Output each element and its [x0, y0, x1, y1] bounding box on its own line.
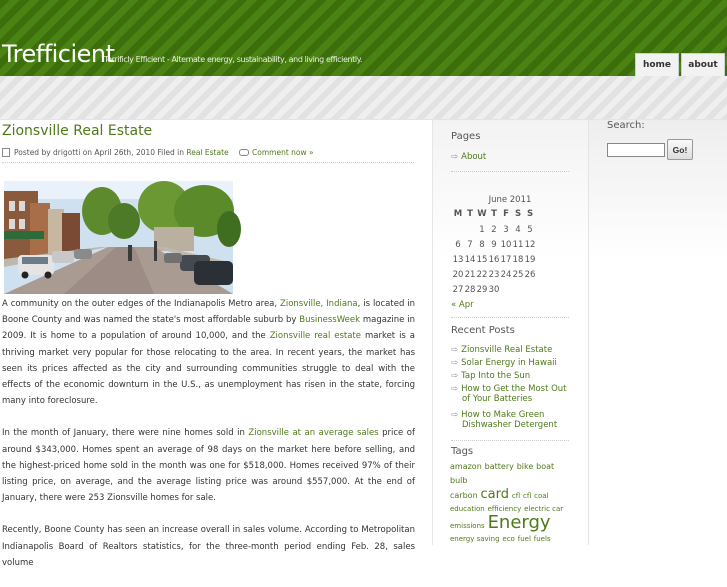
- post-title[interactable]: Zionsville Real Estate: [2, 123, 153, 139]
- sidebar-widgets: [433, 120, 588, 545]
- recent-post-link[interactable]: ⇨ How to Get the Most Out of Your Batteries: [451, 384, 567, 404]
- tag-link[interactable]: boat: [536, 462, 555, 471]
- tag-link[interactable]: bulb: [450, 476, 468, 485]
- tag-link[interactable]: fuel: [517, 535, 531, 543]
- arrow-icon: ⇨: [451, 410, 459, 420]
- divider: [451, 171, 569, 172]
- sidebar-page-about[interactable]: ⇨ About: [451, 152, 487, 162]
- tag-link[interactable]: carbon: [450, 491, 478, 500]
- recent-post-link[interactable]: ⇨ How to Make Green Dishwasher Detergent: [451, 410, 558, 430]
- site-title[interactable]: Trefficient: [2, 40, 115, 68]
- tag-link[interactable]: cfl: [523, 492, 532, 500]
- arrow-icon: ⇨: [451, 384, 459, 394]
- zionsville-indiana-link[interactable]: Zionsville, Indiana: [280, 299, 358, 309]
- post-author: drigotti: [53, 148, 81, 157]
- comment-icon: [239, 149, 249, 156]
- calendar-header-row: M T W T F S S: [453, 209, 534, 219]
- divider: [451, 317, 569, 318]
- search-label: Search:: [607, 120, 645, 131]
- tag-link[interactable]: eco: [502, 535, 515, 543]
- comment-now-link[interactable]: Comment now »: [252, 148, 314, 157]
- post-body: [2, 296, 415, 587]
- recent-post-link[interactable]: ⇨ Solar Energy in Hawaii: [451, 358, 557, 368]
- tag-link[interactable]: coal: [534, 492, 549, 500]
- tag-link[interactable]: electric car: [524, 505, 564, 513]
- document-icon: [2, 148, 10, 157]
- post-paragraph: Recently, Boone County has seen an increase overall in sales volume. According to Metropolitan Indianapolis Board of Realtors statistics, for the three-month period ending Feb. 28, sales volume: [2, 525, 415, 568]
- tag-link[interactable]: fuels: [533, 535, 551, 543]
- calendar-week-row: 27 28 29 30: [452, 285, 500, 295]
- calendar-caption: June 2011: [488, 195, 532, 205]
- recent-posts-title: Recent Posts: [451, 325, 515, 336]
- arrow-icon: ⇨: [451, 152, 459, 162]
- header-band: [0, 76, 727, 120]
- tag-cloud: [450, 460, 570, 546]
- arrow-icon: ⇨: [451, 371, 459, 381]
- post-content: [0, 120, 432, 568]
- tag-link[interactable]: Energy: [487, 512, 551, 533]
- tag-link[interactable]: bike: [516, 462, 534, 471]
- post-category-link[interactable]: Real Estate: [186, 148, 229, 157]
- zionsville-real-estate-link[interactable]: Zionsville real estate: [269, 331, 362, 342]
- recent-post-link[interactable]: ⇨ Tap Into the Sun: [451, 371, 531, 381]
- search-sidebar: [588, 120, 727, 545]
- businessweek-link[interactable]: BusinessWeek: [299, 315, 361, 326]
- post-photo-street-scene: [4, 181, 233, 294]
- divider: [451, 440, 569, 441]
- calendar-week-row: 1 2 3 4 5: [479, 225, 533, 235]
- tag-link[interactable]: emissions: [450, 522, 485, 530]
- tag-link[interactable]: cfl: [511, 492, 521, 500]
- tag-link[interactable]: card: [480, 487, 509, 502]
- recent-post-link[interactable]: ⇨ Zionsville Real Estate: [451, 345, 553, 355]
- arrow-icon: ⇨: [451, 345, 459, 355]
- post-paragraph: In the month of January, there were nine homes sold in Zionsville at an average sales price of around $343,000. Homes spent an average of 98 days on the market here before selling, and the highest-priced home sold in the month was one for $518,000. Homes received 97% of their listing price, on average, and the average listing price was around $557,000. At the end of January, there were 253 Zionsville homes for sale.: [2, 428, 415, 504]
- tag-link[interactable]: amazon: [450, 462, 482, 471]
- zionsville-average-sales-link[interactable]: Zionsville at an average sales: [248, 428, 379, 439]
- calendar-week-row: 13 14 15 16 17 18 19: [452, 255, 536, 265]
- calendar-prev-month-link[interactable]: « Apr: [451, 300, 474, 310]
- search-go-button[interactable]: Go!: [667, 139, 693, 160]
- arrow-icon: ⇨: [451, 358, 459, 368]
- tag-link[interactable]: battery: [484, 462, 514, 471]
- search-input[interactable]: [607, 143, 665, 157]
- post-paragraph: A community on the outer edges of the Indianapolis Metro area, Zionsville, Indiana, is located in Boone County and was named the state's most affordable suburb by BusinessWeek magazine in 2009. It is home to a population of around 10,000, and the Zionsville real estate market is a thriving market very popular for those relocating to the area. In recent years, the market has seen its prices affected as the city and surrounding communities struggle to deal with the effects of the economic downturn in the U.S., as unemployment has risen in the state, forcing many into foreclosure.: [2, 299, 416, 407]
- posted-by-prefix: Posted by: [14, 148, 51, 157]
- tag-link[interactable]: energy saving: [450, 535, 500, 543]
- pages-widget-title: Pages: [451, 131, 481, 142]
- site-header: [0, 0, 727, 76]
- nav-tab-about[interactable]: about: [681, 53, 725, 76]
- nav-tab-home[interactable]: home: [635, 53, 679, 76]
- site-tagline: Terrificly Efficient - Alternate energy, sustainability, and living efficiently.: [104, 55, 363, 64]
- calendar-week-row: 6 7 8 9 10 11 12: [455, 240, 536, 250]
- tag-link[interactable]: efficiency: [487, 505, 522, 513]
- post-meta: [2, 148, 414, 163]
- tags-widget-title: Tags: [451, 446, 474, 457]
- calendar-week-row: 20 21 22 23 24 25 26: [452, 270, 536, 280]
- tag-link[interactable]: education: [450, 505, 485, 513]
- post-date: on April 26th, 2010 Filed in: [82, 148, 184, 157]
